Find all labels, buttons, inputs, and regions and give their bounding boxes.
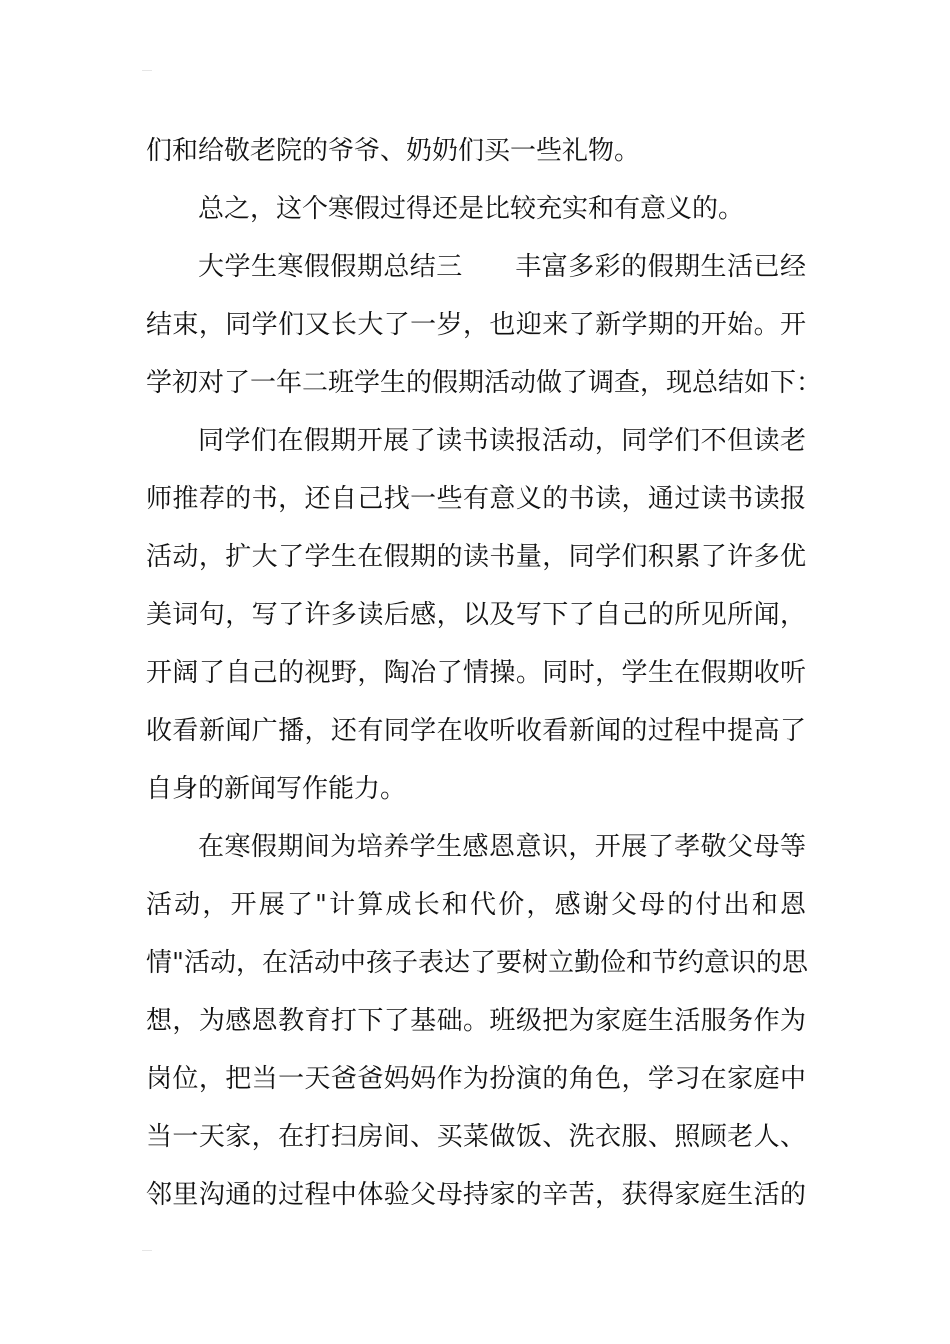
text-line: 自身的新闻写作能力。: [146, 774, 407, 804]
page-corner-mark: [142, 70, 152, 71]
text-line: 师推荐的书，还自己找一些有意义的书读，通过读书读报: [146, 484, 806, 514]
page-corner-mark: [142, 1250, 152, 1251]
text-line: [198, 247, 806, 287]
text-line: 们和给敬老院的爷爷、奶奶们买一些礼物。: [146, 136, 641, 166]
text-line: 开阔了自己的视野，陶冶了情操。同时，学生在假期收听: [146, 658, 806, 688]
text-segment: 丰富多彩的假期生活已经: [514, 252, 806, 282]
text-line: 当一天家，在打扫房间、买菜做饭、洗衣服、照顾老人、: [146, 1122, 806, 1152]
text-line: 岗位，把当一天爸爸妈妈作为扮演的角色，学习在家庭中: [146, 1064, 806, 1094]
text-line: 活动，扩大了学生在假期的读书量，同学们积累了许多优: [146, 542, 806, 572]
text-line: 想，为感恩教育打下了基础。班级把为家庭生活服务作为: [146, 1006, 806, 1036]
section-heading: 大学生寒假假期总结三: [198, 252, 463, 282]
text-line: 总之，这个寒假过得还是比较充实和有意义的。: [198, 194, 745, 224]
text-line: 收看新闻广播，还有同学在收听收看新闻的过程中提高了: [146, 716, 806, 746]
text-line: 结束，同学们又长大了一岁，也迎来了新学期的开始。开: [146, 310, 806, 340]
text-line: 活动，开展了"计算成长和代价，感谢父母的付出和恩: [146, 890, 806, 920]
text-line: 美词句，写了许多读后感，以及写下了自己的所见所闻，: [146, 600, 806, 630]
text-line: 同学们在假期开展了读书读报活动，同学们不但读老: [198, 426, 806, 456]
text-line: 在寒假期间为培养学生感恩意识，开展了孝敬父母等: [198, 832, 806, 862]
text-line: 学初对了一年二班学生的假期活动做了调查，现总结如下：: [146, 368, 823, 398]
text-line: 邻里沟通的过程中体验父母持家的辛苦，获得家庭生活的: [146, 1180, 806, 1210]
text-line: 情"活动，在活动中孩子表达了要树立勤俭和节约意识的思: [146, 948, 808, 978]
